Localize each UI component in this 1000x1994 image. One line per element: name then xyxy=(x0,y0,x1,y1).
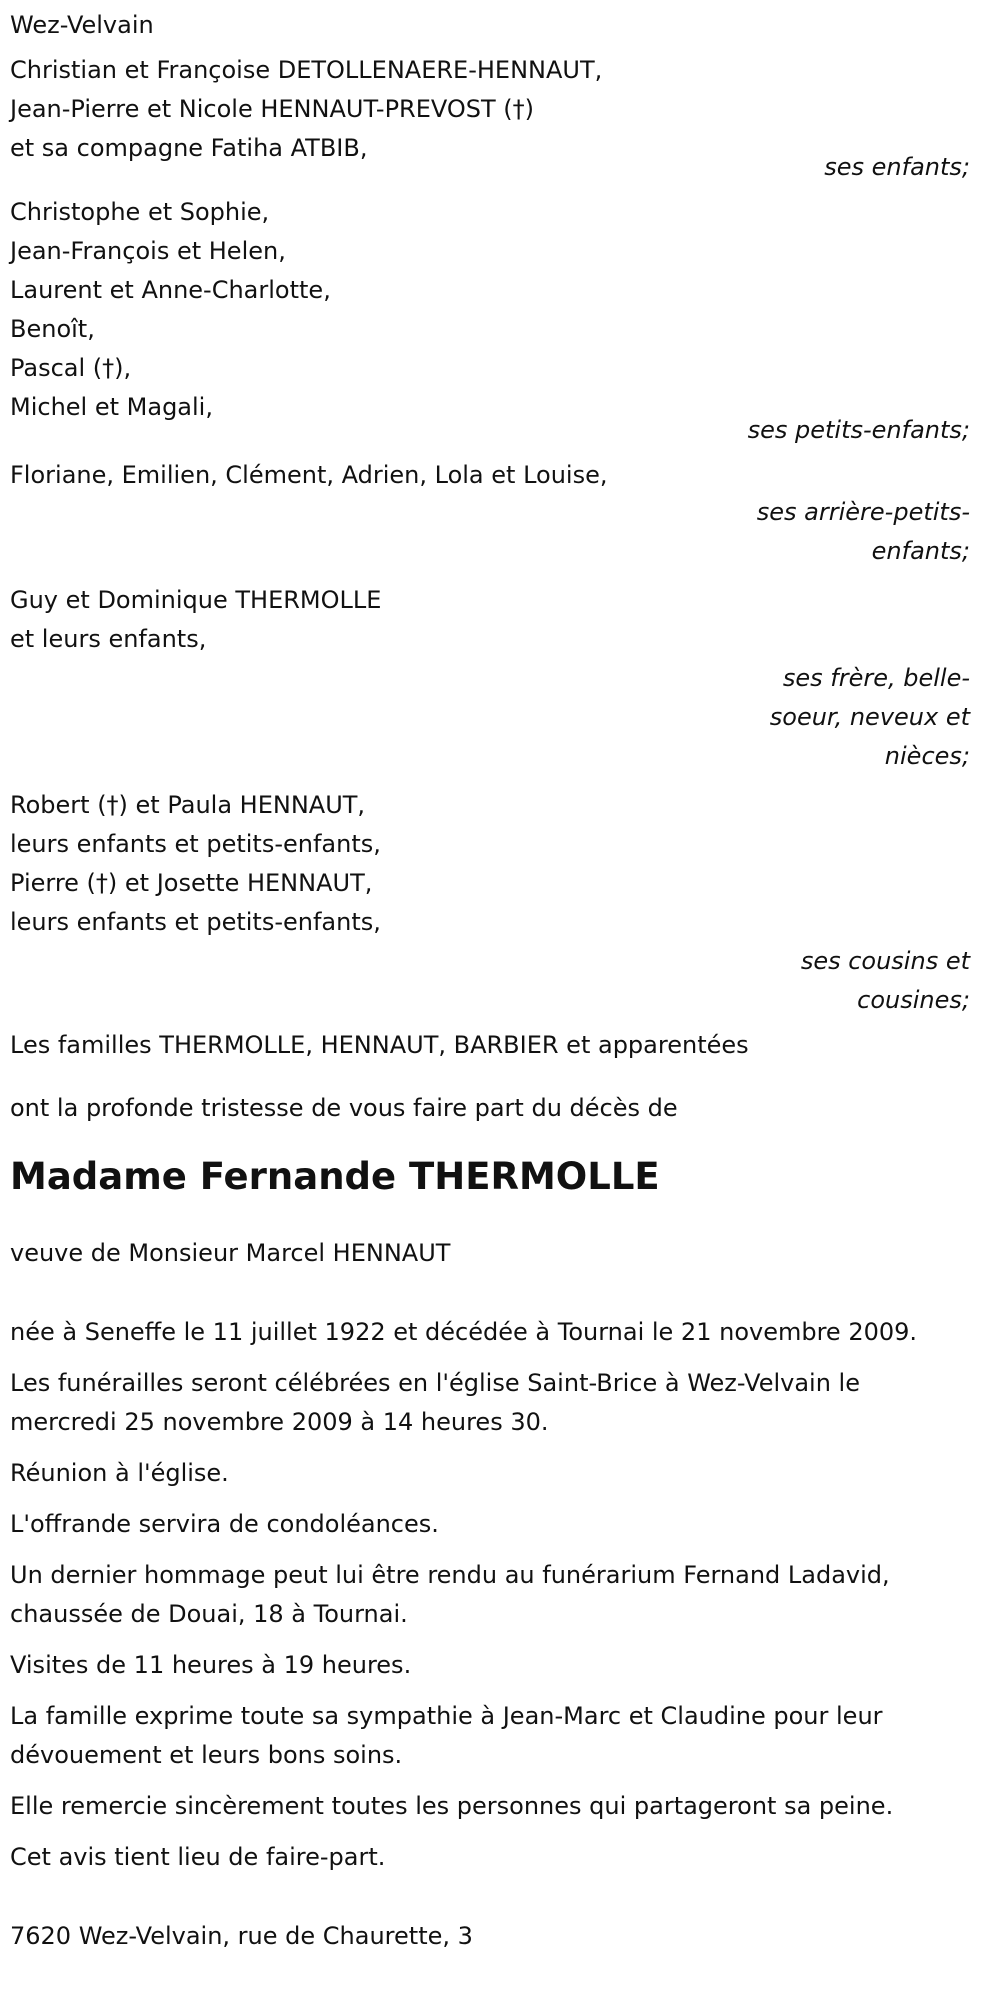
family-line: Benoît, xyxy=(10,315,95,343)
visiting-hours: Visites de 11 heures à 19 heures. xyxy=(10,1651,412,1679)
relation-line: enfants; xyxy=(871,537,970,565)
family-line: Jean-François et Helen, xyxy=(10,237,286,265)
thanks-note: Elle remercie sincèrement toutes les personnes qui partageront sa peine. xyxy=(10,1792,894,1820)
funeral-info: Les funérailles seront célébrées en l'église Saint-Brice à Wez-Velvain le mercredi 25 novembre 2009 à 14 heures 30. xyxy=(10,1369,860,1436)
relation-label xyxy=(730,493,970,571)
cousins-group xyxy=(10,786,970,1020)
announcement-intro: ont la profonde tristesse de vous faire part du décès de xyxy=(10,1094,678,1122)
obituary-notice xyxy=(0,6,980,1956)
relation-label xyxy=(730,659,970,776)
family-line: et leurs enfants, xyxy=(10,625,207,653)
relation-label xyxy=(730,942,970,1020)
families-line: Les familles THERMOLLE, HENNAUT, BARBIER et apparentées xyxy=(10,1031,749,1059)
birth-death-line: née à Seneffe le 11 juillet 1922 et décédée à Tournai le 21 novembre 2009. xyxy=(10,1318,918,1346)
deceased-name: Madame Fernande THERMOLLE xyxy=(10,1155,660,1198)
children-group xyxy=(10,51,970,187)
town-heading: Wez-Velvain xyxy=(10,11,154,39)
family-line: Guy et Dominique THERMOLLE xyxy=(10,586,382,614)
family-line: Laurent et Anne-Charlotte, xyxy=(10,276,331,304)
relation-line: ses frère, belle- xyxy=(782,664,970,692)
details-section xyxy=(10,1313,970,1877)
family-line: leurs enfants et petits-enfants, xyxy=(10,830,381,858)
family-line: leurs enfants et petits-enfants, xyxy=(10,908,381,936)
family-line: Pierre (†) et Josette HENNAUT, xyxy=(10,869,373,897)
notice-statement: Cet avis tient lieu de faire-part. xyxy=(10,1843,386,1871)
relation-line: soeur, neveux et xyxy=(769,703,970,731)
family-line: Jean-Pierre et Nicole HENNAUT-PREVOST (†) xyxy=(10,95,535,123)
relation-label: ses enfants; xyxy=(824,153,970,181)
grandchildren-group xyxy=(10,193,970,450)
family-line: Christian et Françoise DETOLLENAERE-HENNAUT, xyxy=(10,56,603,84)
great-grandchildren-group xyxy=(10,456,970,571)
relation-line: cousines; xyxy=(857,986,970,1014)
relation-line: nièces; xyxy=(884,742,970,770)
family-line: Floriane, Emilien, Clément, Adrien, Lola et Louise, xyxy=(10,461,608,489)
tribute-info: Un dernier hommage peut lui être rendu au funérarium Fernand Ladavid, chaussée de Douai, 18 à Tournai. xyxy=(10,1561,890,1628)
siblings-group xyxy=(10,581,970,776)
meeting-info: Réunion à l'église. xyxy=(10,1459,229,1487)
family-address: 7620 Wez-Velvain, rue de Chaurette, 3 xyxy=(10,1922,473,1950)
sympathy-note: La famille exprime toute sa sympathie à Jean-Marc et Claudine pour leur dévouement et leurs bons soins. xyxy=(10,1702,883,1769)
widow-of-line: veuve de Monsieur Marcel HENNAUT xyxy=(10,1239,451,1267)
family-line: Pascal (†), xyxy=(10,354,132,382)
relation-line: ses arrière-petits- xyxy=(756,498,970,526)
family-line: Robert (†) et Paula HENNAUT, xyxy=(10,791,366,819)
relation-label: ses petits-enfants; xyxy=(747,416,970,444)
offering-info: L'offrande servira de condoléances. xyxy=(10,1510,439,1538)
family-line: Michel et Magali, xyxy=(10,393,213,421)
relation-line: ses cousins et xyxy=(800,947,970,975)
family-line: et sa compagne Fatiha ATBIB, xyxy=(10,134,368,162)
family-line: Christophe et Sophie, xyxy=(10,198,270,226)
